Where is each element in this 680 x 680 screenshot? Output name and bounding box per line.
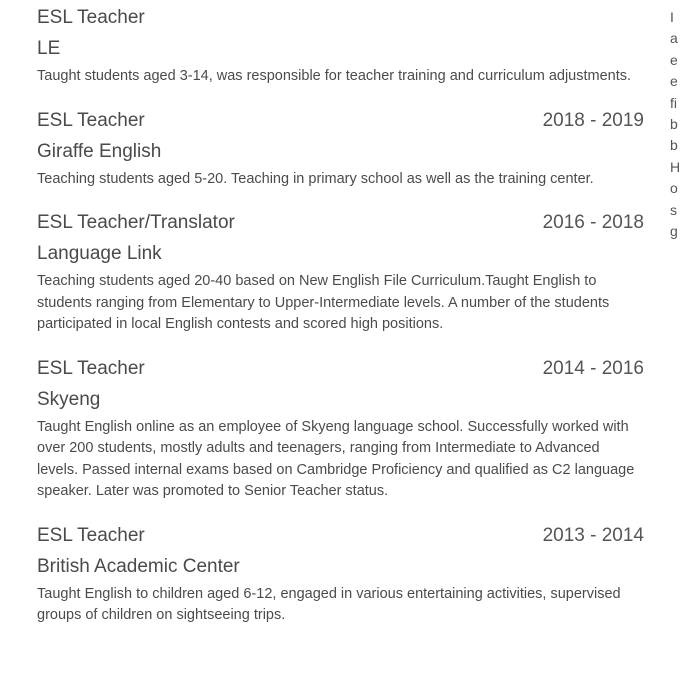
side-column-text: e xyxy=(670,73,678,90)
job-description: Teaching students aged 20-40 based on New English File Curriculum.Taught English to students ranging from Elementary to Upper-Intermediate levels. A number of the students participated in local English contests and scored high positions. xyxy=(37,273,610,332)
job-title: ESL Teacher/Translator xyxy=(37,212,235,233)
job-header xyxy=(37,522,644,550)
job-company: Skyeng xyxy=(37,388,101,410)
job-description: Taught English online as an employee of Skyeng language school. Successfully worked with over 200 students, mostly adults and teenagers, ranging from Intermediate to Advanced levels. Passed internal exams based on Cambridge Proficiency and qualified as C2 language speaker. Later was promoted to Senior Teacher status. xyxy=(37,418,635,499)
job-dates: 2014 - 2016 xyxy=(542,357,644,379)
side-column-text: I xyxy=(670,9,674,25)
job-company: Giraffe English xyxy=(37,140,162,162)
job-entry xyxy=(37,0,644,88)
job-dates: 2018 - 2019 xyxy=(542,109,644,131)
job-entry xyxy=(37,107,644,191)
side-column-text: b xyxy=(670,137,678,154)
job-entry xyxy=(37,355,644,503)
job-title: ESL Teacher xyxy=(37,109,145,131)
job-description: Taught English to children aged 6-12, engaged in various entertaining activities, supervised groups of children on sightseeing trips. xyxy=(37,585,621,623)
job-dates: 2016 - 2018 xyxy=(542,212,644,233)
job-header xyxy=(37,355,644,383)
side-column-text: fi xyxy=(670,94,677,111)
job-entry xyxy=(37,209,644,336)
job-title: ESL Teacher xyxy=(37,7,145,28)
truncated-side-column xyxy=(670,7,678,242)
job-title: ESL Teacher xyxy=(37,524,145,546)
side-column-text: s xyxy=(670,201,677,218)
job-company: LE xyxy=(37,38,61,59)
side-column-text: e xyxy=(670,51,678,68)
job-description: Taught students aged 3-14, was responsible for teacher training and curriculum adjustments. xyxy=(37,68,632,84)
job-dates: 2013 - 2014 xyxy=(542,524,644,546)
job-entry xyxy=(37,522,644,627)
job-company: Language Link xyxy=(37,243,162,264)
job-company: British Academic Center xyxy=(37,555,240,577)
experience-list xyxy=(37,0,644,646)
job-header xyxy=(37,4,644,32)
job-header xyxy=(37,209,644,237)
job-header xyxy=(37,107,644,135)
side-column-text: o xyxy=(670,180,678,197)
side-column-text: g xyxy=(670,222,678,239)
job-title: ESL Teacher xyxy=(37,357,145,379)
side-column-text: a xyxy=(670,30,678,47)
side-column-text: H xyxy=(670,158,680,175)
job-description: Teaching students aged 5-20. Teaching in primary school as well as the training center. xyxy=(37,170,594,187)
side-column-text: b xyxy=(670,115,678,132)
